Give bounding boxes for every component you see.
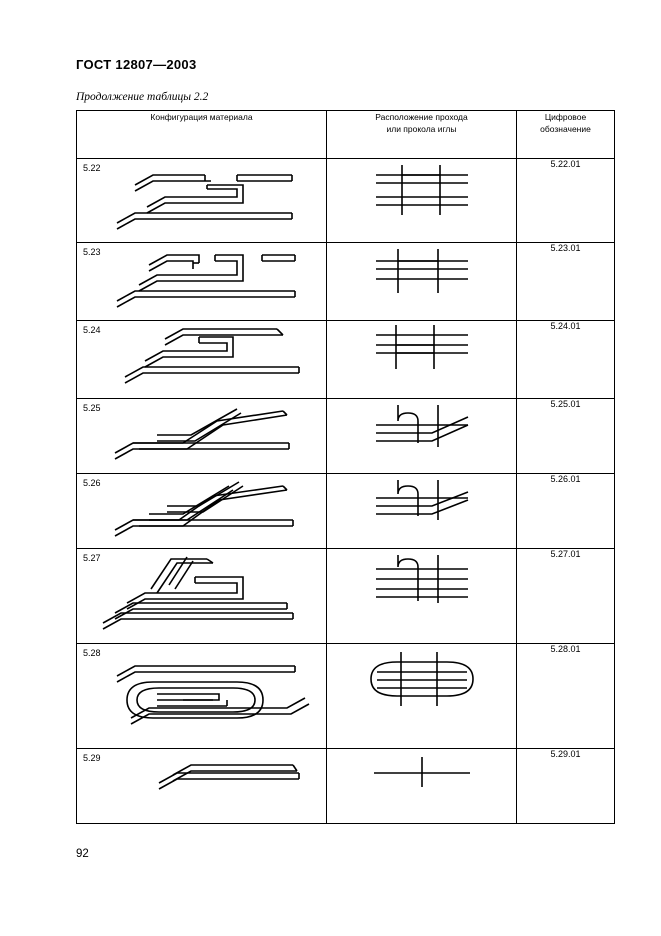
configuration-cell — [77, 549, 327, 644]
numeric-code-cell: 5.29.01 — [517, 749, 615, 824]
configuration-cell — [77, 159, 327, 243]
header-numeric-code-line2: обозначение — [540, 124, 591, 135]
configuration-diagram — [77, 644, 326, 742]
configuration-cell — [77, 399, 327, 474]
header-configuration-line1: Конфигурация материала — [150, 112, 253, 122]
needle-position-cell — [327, 243, 517, 321]
table-row — [77, 243, 615, 321]
table-row — [77, 549, 615, 644]
numeric-code-cell: 5.27.01 — [517, 549, 615, 644]
row-index-label: 5.29 — [83, 753, 101, 763]
table-row — [77, 159, 615, 243]
needle-position-diagram — [327, 474, 516, 530]
numeric-code-cell: 5.28.01 — [517, 644, 615, 749]
row-index-label: 5.28 — [83, 648, 101, 658]
numeric-code-cell: 5.26.01 — [517, 474, 615, 549]
configuration-diagram — [77, 399, 326, 469]
table-row — [77, 474, 615, 549]
table-row — [77, 321, 615, 399]
needle-position-cell — [327, 159, 517, 243]
gost-table — [76, 110, 615, 824]
row-index-label: 5.26 — [83, 478, 101, 488]
needle-position-cell — [327, 549, 517, 644]
needle-position-diagram — [327, 644, 516, 714]
table-header — [77, 111, 615, 159]
header-needle-position-line1: Расположение прохода — [375, 112, 468, 122]
needle-position-cell — [327, 644, 517, 749]
needle-position-diagram — [327, 549, 516, 611]
header-numeric-code — [517, 111, 615, 159]
numeric-code-cell: 5.25.01 — [517, 399, 615, 474]
row-index-label: 5.25 — [83, 403, 101, 413]
needle-position-diagram — [327, 749, 516, 795]
configuration-diagram — [77, 549, 326, 639]
standard-title: ГОСТ 12807—2003 — [76, 57, 197, 72]
needle-position-diagram — [327, 243, 516, 299]
header-numeric-code-line1: Цифровое — [544, 112, 587, 122]
row-index-label: 5.27 — [83, 553, 101, 563]
table-row — [77, 749, 615, 824]
numeric-code-cell: 5.24.01 — [517, 321, 615, 399]
configuration-cell — [77, 474, 327, 549]
row-index-label: 5.22 — [83, 163, 101, 173]
table-continuation-label: Продолжение таблицы 2.2 — [76, 91, 209, 103]
configuration-cell — [77, 243, 327, 321]
needle-position-cell — [327, 321, 517, 399]
numeric-code-cell: 5.23.01 — [517, 243, 615, 321]
configuration-diagram — [77, 159, 326, 237]
configuration-cell — [77, 749, 327, 824]
page-number: 92 — [76, 848, 89, 860]
table-body — [77, 159, 615, 824]
header-configuration — [77, 111, 327, 159]
configuration-diagram — [77, 749, 326, 809]
configuration-diagram — [77, 474, 326, 544]
needle-position-diagram — [327, 321, 516, 377]
row-index-label: 5.23 — [83, 247, 101, 257]
table-row — [77, 399, 615, 474]
configuration-cell — [77, 321, 327, 399]
table-row — [77, 644, 615, 749]
header-needle-position — [327, 111, 517, 159]
needle-position-diagram — [327, 399, 516, 455]
needle-position-cell — [327, 749, 517, 824]
needle-position-cell — [327, 399, 517, 474]
configuration-diagram — [77, 243, 326, 315]
configuration-diagram — [77, 321, 326, 393]
needle-position-cell — [327, 474, 517, 549]
row-index-label: 5.24 — [83, 325, 101, 335]
numeric-code-cell: 5.22.01 — [517, 159, 615, 243]
configuration-cell — [77, 644, 327, 749]
header-needle-position-line2: или прокола иглы — [386, 124, 457, 135]
needle-position-diagram — [327, 159, 516, 221]
